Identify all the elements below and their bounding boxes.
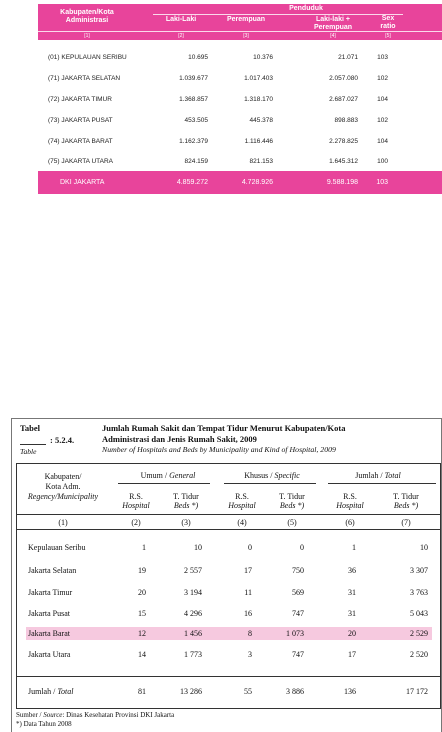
row-rs-jumlah: 17 <box>348 650 356 659</box>
row-rs-jumlah: 20 <box>348 629 356 638</box>
header-region-line2: Kota Adm. <box>45 482 81 491</box>
hospital-table <box>11 418 442 732</box>
sub-tt-umum <box>160 492 212 510</box>
table-row-region: (72) JAKARTA TIMUR <box>48 96 112 103</box>
table-row-region: (71) JAKARTA SELATAN <box>48 75 121 82</box>
population-table-header <box>38 4 442 40</box>
header-region <box>44 9 130 25</box>
row-rs-khusus: 11 <box>244 588 252 597</box>
row-tt-jumlah: 5 043 <box>410 609 428 618</box>
sub-tt-jumlah <box>378 492 434 510</box>
sub-tt: T. Tidur <box>279 492 305 501</box>
row-region: Jakarta Pusat <box>28 609 70 618</box>
table-row-perempuan: 821.153 <box>249 158 273 165</box>
header-sex-ratio <box>368 15 408 31</box>
sub-tt-khusus <box>266 492 318 510</box>
sub-rs-umum <box>116 492 156 510</box>
sub-rs: R.S. <box>235 492 249 501</box>
total-label-en: Total <box>57 687 74 696</box>
row-tt-khusus: 1 073 <box>286 629 304 638</box>
total-tt-khusus: 3 886 <box>286 687 304 696</box>
footnote: *) Data Tahun 2008 <box>16 720 72 728</box>
sub-tt-en: Beds *) <box>173 501 199 510</box>
total-perempuan: 4.728.926 <box>241 179 273 186</box>
total-tt-jumlah: 17 172 <box>406 687 428 696</box>
source-text: : Dinas Kesehatan Provinsi DKI Jakarta <box>62 711 175 719</box>
total-total: 9.588.198 <box>326 179 358 186</box>
table-row-region: (75) JAKARTA UTARA <box>48 158 114 165</box>
table-row-total: 2.057.080 <box>329 75 358 82</box>
sub-rs-en: Hospital <box>228 501 256 510</box>
row-tt-umum: 1 456 <box>184 629 202 638</box>
row-rs-umum: 12 <box>138 629 146 638</box>
total-ratio: 103 <box>376 179 388 186</box>
group-jumlah-en: Total <box>384 471 401 480</box>
header-total-line2: Perempuan <box>313 24 353 31</box>
table-row-ratio: 100 <box>377 158 388 165</box>
header-region-line2: Administrasi <box>65 17 109 24</box>
row-rs-jumlah: 31 <box>348 588 356 597</box>
total-rs-khusus: 55 <box>244 687 252 696</box>
row-rs-jumlah: 31 <box>348 609 356 618</box>
sub-rs: R.S. <box>129 492 143 501</box>
table-row-region: (01) KEPULAUAN SERIBU <box>48 54 127 61</box>
header-total <box>293 16 373 32</box>
sub-rs-en: Hospital <box>336 501 364 510</box>
table-row-laki: 453.505 <box>184 117 208 124</box>
row-tt-jumlah: 10 <box>420 543 428 552</box>
row-tt-umum: 2 557 <box>184 566 202 575</box>
source-note: Sumber / Source: Dinas Kesehatan Provinsi DKI Jakarta <box>16 711 175 719</box>
title-line2: Administrasi dan Jenis Rumah Sakit, 2009 <box>102 434 257 444</box>
row-rs-khusus: 16 <box>244 609 252 618</box>
header-laki: Laki-Laki <box>165 16 197 23</box>
row-region: Jakarta Timur <box>28 588 73 597</box>
header-khusus: Khusus / Specific <box>244 471 300 480</box>
colnum-3: (3) <box>181 518 191 527</box>
row-tt-jumlah: 2 529 <box>410 629 428 638</box>
table-row-region: (74) JAKARTA BARAT <box>48 138 113 145</box>
idx-5: [5] <box>385 33 391 39</box>
header-penduduk: Penduduk <box>289 5 323 12</box>
row-tt-khusus: 750 <box>292 566 304 575</box>
header-umum: Umum / General <box>140 471 196 480</box>
header-sex-line1: Sex <box>381 15 395 22</box>
colnum-5: (5) <box>287 518 297 527</box>
table-row-perempuan: 445.378 <box>249 117 273 124</box>
source-label-en: Source <box>43 711 63 719</box>
row-tt-umum: 3 194 <box>184 588 202 597</box>
header-total-line1: Laki-laki + <box>315 16 351 23</box>
row-rs-jumlah: 36 <box>348 566 356 575</box>
total-region: DKI JAKARTA <box>60 179 105 186</box>
table-row-laki: 824.159 <box>184 158 208 165</box>
sub-tt-en: Beds *) <box>279 501 305 510</box>
row-region: Kepulauan Seribu <box>28 543 86 552</box>
row-region: Jakarta Selatan <box>28 566 77 575</box>
sub-tt: T. Tidur <box>393 492 419 501</box>
table-row-total: 2.278.825 <box>329 138 358 145</box>
sub-rs: R.S. <box>343 492 357 501</box>
tabel-label: Tabel <box>20 423 41 433</box>
total-laki: 4.859.272 <box>176 179 208 186</box>
header-region-line1: Kabupaten/ <box>44 472 82 481</box>
row-tt-umum: 1 773 <box>184 650 202 659</box>
row-rs-umum: 20 <box>138 588 146 597</box>
row-tt-khusus: 747 <box>292 609 304 618</box>
colnum-1: (1) <box>58 518 68 527</box>
table-row-ratio: 103 <box>377 54 388 61</box>
header-perempuan: Perempuan <box>226 16 266 23</box>
colnum-2: (2) <box>131 518 141 527</box>
table-row-laki: 1.039.677 <box>179 75 208 82</box>
sub-rs-jumlah <box>328 492 372 510</box>
title-line1: Jumlah Rumah Sakit dan Tempat Tidur Menurut Kabupaten/Kota <box>102 423 346 433</box>
table-row-laki: 1.368.857 <box>179 96 208 103</box>
row-tt-jumlah: 3 763 <box>410 588 428 597</box>
group-umum: Umum <box>140 471 163 480</box>
total-label: Jumlah / Total <box>28 687 74 696</box>
idx-1: [1] <box>84 33 90 39</box>
header-region-line1: Kabupaten/Kota <box>60 9 114 16</box>
row-tt-jumlah: 3 307 <box>410 566 428 575</box>
row-tt-khusus: 747 <box>292 650 304 659</box>
row-rs-khusus: 17 <box>244 566 252 575</box>
colnum-6: (6) <box>345 518 355 527</box>
table-row-perempuan: 1.318.170 <box>244 96 273 103</box>
row-rs-khusus: 3 <box>248 650 252 659</box>
header-jumlah: Jumlah / Total <box>355 471 401 480</box>
row-rs-umum: 14 <box>138 650 146 659</box>
header-region <box>20 472 106 502</box>
idx-3: [3] <box>243 33 249 39</box>
sub-tt: T. Tidur <box>173 492 199 501</box>
header-sex-line2: ratio <box>380 23 396 30</box>
population-table <box>38 4 442 194</box>
row-region: Jakarta Utara <box>28 650 71 659</box>
row-rs-umum: 19 <box>138 566 146 575</box>
row-rs-khusus: 8 <box>248 629 252 638</box>
sub-rs-khusus <box>222 492 262 510</box>
table-row-ratio: 104 <box>377 138 388 145</box>
colnum-4: (4) <box>237 518 247 527</box>
table-row-ratio: 104 <box>377 96 388 103</box>
row-rs-khusus: 0 <box>248 543 252 552</box>
title-en: Number of Hospitals and Beds by Municipality and Kind of Hospital, 2009 <box>102 445 336 454</box>
colnum-7: (7) <box>401 518 411 527</box>
total-rs-jumlah: 136 <box>344 687 356 696</box>
table-row-region: (73) JAKARTA PUSAT <box>48 117 113 124</box>
group-khusus: Khusus <box>244 471 269 480</box>
table-row-perempuan: 1.116.446 <box>244 138 273 145</box>
row-tt-umum: 10 <box>194 543 202 552</box>
table-row-laki: 10.695 <box>188 54 208 61</box>
row-region: Jakarta Barat <box>28 629 70 638</box>
source-label: Sumber <box>16 711 38 719</box>
row-rs-jumlah: 1 <box>352 543 356 552</box>
row-tt-jumlah: 2 520 <box>410 650 428 659</box>
table-row-perempuan: 10.376 <box>253 54 273 61</box>
group-khusus-en: Specific <box>274 471 300 480</box>
header-region-en: Regency/Municipality <box>27 492 99 501</box>
table-row-ratio: 102 <box>377 117 388 124</box>
table-number: : 5.2.4. <box>50 435 75 445</box>
population-table-total-row <box>38 171 442 194</box>
group-jumlah: Jumlah <box>355 471 379 480</box>
row-rs-umum: 1 <box>142 543 146 552</box>
table-row-total: 1.645.312 <box>329 158 358 165</box>
table-label-en: Table <box>20 447 37 456</box>
row-tt-khusus: 569 <box>292 588 304 597</box>
table-row-total: 21.071 <box>338 54 358 61</box>
sub-rs-en: Hospital <box>122 501 150 510</box>
row-tt-khusus: 0 <box>300 543 304 552</box>
total-label-id: Jumlah <box>28 687 52 696</box>
table-row-ratio: 102 <box>377 75 388 82</box>
row-tt-umum: 4 296 <box>184 609 202 618</box>
sub-tt-en: Beds *) <box>393 501 419 510</box>
table-row-laki: 1.162.379 <box>179 138 208 145</box>
table-row-total: 2.687.027 <box>329 96 358 103</box>
total-rs-umum: 81 <box>138 687 146 696</box>
total-tt-umum: 13 286 <box>180 687 202 696</box>
group-umum-en: General <box>169 471 196 480</box>
row-rs-umum: 15 <box>138 609 146 618</box>
table-row-perempuan: 1.017.403 <box>244 75 273 82</box>
idx-2: [2] <box>178 33 184 39</box>
table-row-total: 898.883 <box>334 117 358 124</box>
idx-4: [4] <box>330 33 336 39</box>
